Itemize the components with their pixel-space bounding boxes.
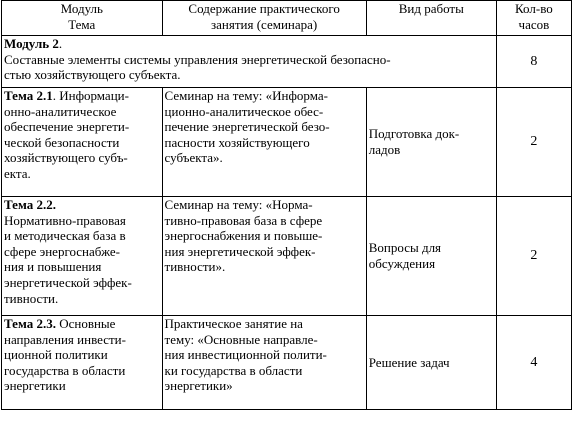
topic-cell: Тема 2.3. Основные направления инвести- ционной политики государства в области энергетики	[2, 316, 163, 410]
header-content: Содержание практического занятия (семинара)	[162, 1, 366, 36]
table-row	[2, 88, 572, 197]
content-cell: Семинар на тему: «Информа- ционно-аналитическое обес- печение энергетической безо- пасности хозяйствующего субъекта».	[162, 88, 366, 197]
topic-label: Тема 2.1	[4, 88, 53, 103]
content-cell: Семинар на тему: «Норма- тивно-правовая база в сфере энергоснабжения и повыше- ния энергетической эффек- тивности».	[162, 197, 366, 316]
hours-cell: 2	[496, 197, 571, 316]
hours-cell: 2	[496, 88, 571, 197]
header-module-topic: Модуль Тема	[2, 1, 163, 36]
header-row	[2, 1, 572, 36]
module-title: Модуль 2	[4, 36, 59, 51]
work-type-cell: Вопросы для обсуждения	[366, 197, 496, 316]
header-work-type: Вид работы	[366, 1, 496, 36]
topic-cell: Тема 2.1. Информаци- онно-аналитическое обеспечение энергети- ческой безопасности хозяйствующего субъ- екта.	[2, 88, 163, 197]
table-row	[2, 316, 572, 410]
module-cell: Модуль 2. Составные элементы системы управления энергетической безопасно- стью хозяйствующего субъекта.	[2, 36, 497, 88]
module-row	[2, 36, 572, 88]
content-cell: Практическое занятие на тему: «Основные направле- ния инвестиционной полити- ки государства в области энергетики»	[162, 316, 366, 410]
topic-cell: Тема 2.2. Нормативно-правовая и методическая база в сфере энергоснабже- ния и повышения энергетической эффек- тивности.	[2, 197, 163, 316]
module-description-line: стью хозяйствующего субъекта.	[4, 67, 181, 83]
module-description-line: Составные элементы системы управления энергетической безопасно-	[4, 51, 391, 67]
hours-cell: 4	[496, 316, 571, 410]
topic-label: Тема 2.3.	[4, 316, 56, 331]
work-type-cell: Решение задач	[366, 316, 496, 410]
table-row	[2, 197, 572, 316]
topic-label: Тема 2.2.	[4, 197, 56, 212]
work-type-cell: Подготовка док- ладов	[366, 88, 496, 197]
schedule-table	[1, 0, 572, 410]
header-hours: Кол-во часов	[496, 1, 571, 36]
module-hours: 8	[496, 36, 571, 88]
